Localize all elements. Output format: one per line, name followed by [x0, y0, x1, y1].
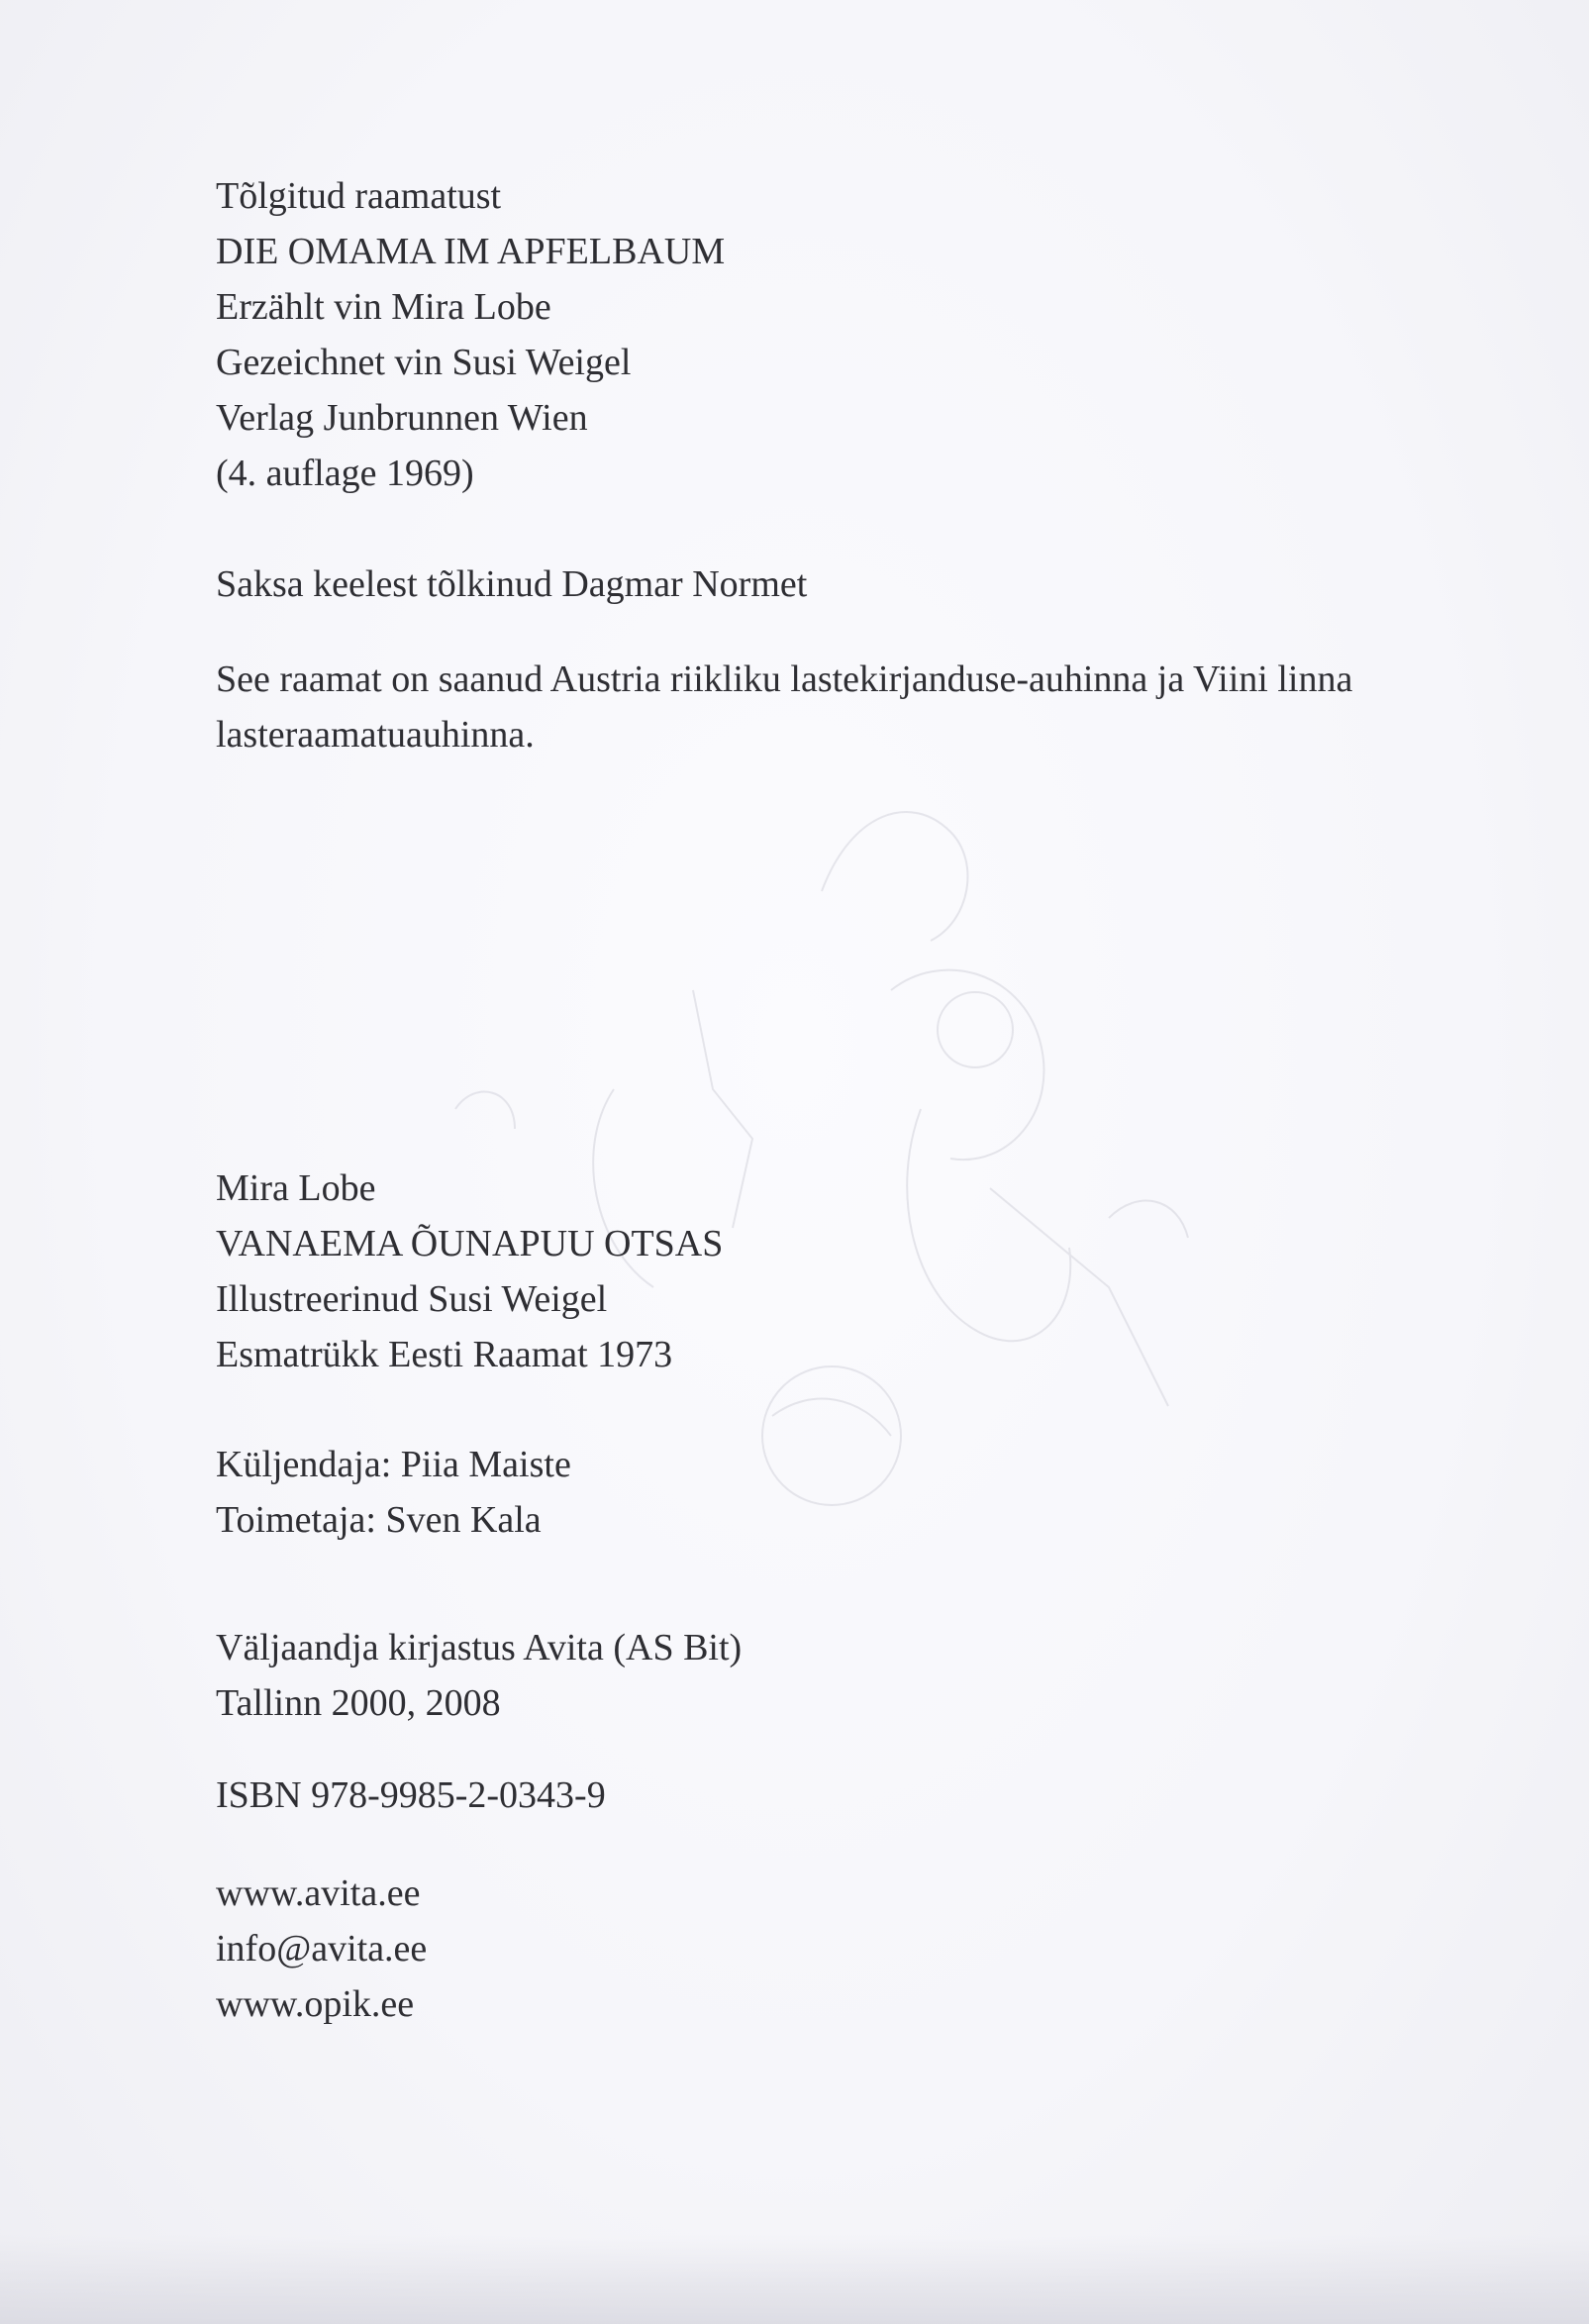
- layout-designer: Küljendaja: Piia Maiste: [216, 1444, 571, 1485]
- first-printing: Esmatrükk Eesti Raamat 1973: [216, 1334, 673, 1375]
- original-title-block: [216, 168, 725, 501]
- email-avita: info@avita.ee: [216, 1928, 428, 1970]
- page-bottom-shadow: [0, 2235, 1589, 2324]
- publisher-name: Väljaandja kirjastus Avita (AS Bit): [216, 1627, 743, 1668]
- book-title: VANAEMA ÕUNAPUU OTSAS: [216, 1223, 724, 1264]
- website-avita: www.avita.ee: [216, 1872, 421, 1914]
- editor-credit: Toimetaja: Sven Kala: [216, 1499, 542, 1541]
- author-name: Mira Lobe: [216, 1167, 376, 1209]
- original-author: Erzählt vin Mira Lobe: [216, 286, 551, 328]
- original-illustrator: Gezeichnet vin Susi Weigel: [216, 342, 632, 383]
- website-opik: www.opik.ee: [216, 1983, 415, 2025]
- award-note: [216, 652, 1533, 762]
- original-book-title: DIE OMAMA IM APFELBAUM: [216, 231, 726, 272]
- award-text: See raamat on saanud Austria riikliku lastekirjanduse-auhinna ja Viini linna lasteraamatuauhinna.: [216, 658, 1353, 756]
- production-credits: [216, 1437, 571, 1548]
- edition-block: [216, 1161, 723, 1382]
- original-translated-from: Tõlgitud raamatust: [216, 175, 502, 217]
- translator-credit: [216, 556, 807, 612]
- publication-place-years: Tallinn 2000, 2008: [216, 1682, 501, 1724]
- original-edition: (4. auflage 1969): [216, 453, 474, 494]
- illustrator-credit: Illustreerinud Susi Weigel: [216, 1278, 608, 1320]
- original-publisher: Verlag Junbrunnen Wien: [216, 397, 588, 439]
- translator-line: Saksa keelest tõlkinud Dagmar Normet: [216, 563, 808, 605]
- isbn-block: [216, 1768, 606, 1823]
- isbn-number: ISBN 978-9985-2-0343-9: [216, 1774, 606, 1816]
- contact-block: [216, 1866, 427, 2032]
- publisher-block: [216, 1620, 742, 1731]
